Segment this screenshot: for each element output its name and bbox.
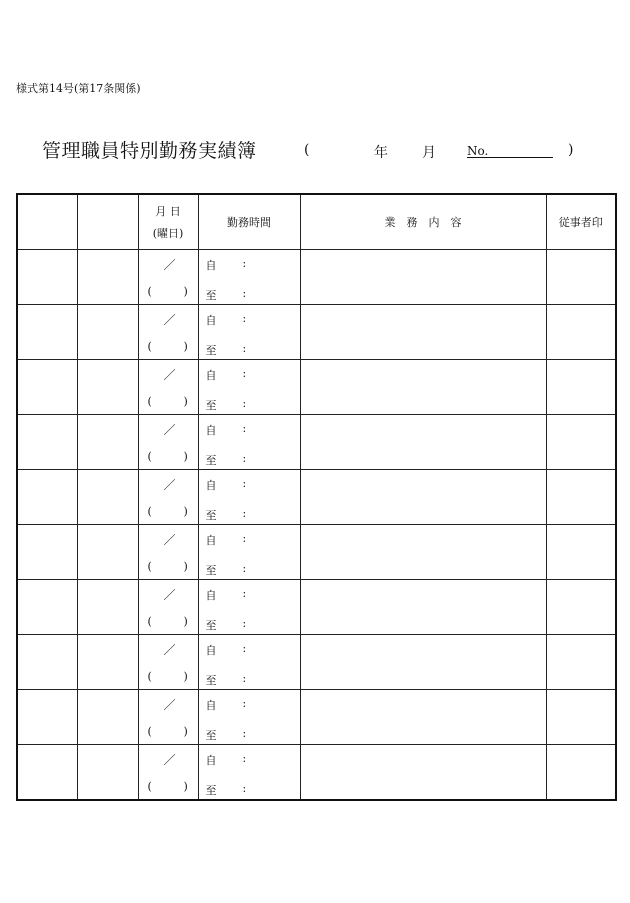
table-row (17, 305, 616, 360)
seal-cell[interactable] (546, 745, 616, 801)
blank-cell-2[interactable] (77, 305, 138, 360)
time-cell[interactable] (198, 305, 300, 360)
number-underline (467, 157, 553, 158)
seal-cell[interactable] (546, 635, 616, 690)
content-header: 業 務 内 容 (300, 194, 546, 250)
from-label: 自 (205, 644, 217, 657)
time-cell[interactable] (198, 635, 300, 690)
from-label: 自 (205, 424, 217, 437)
form-number: 様式第14号(第17条関係) (16, 82, 141, 95)
content-cell[interactable] (300, 470, 546, 525)
weekday-paren-right: ) (183, 780, 188, 793)
to-colon: : (242, 617, 247, 630)
blank-cell-1[interactable] (17, 580, 77, 635)
to-label: 至 (205, 729, 217, 742)
to-label: 至 (205, 564, 217, 577)
weekday-paren-left: ( (147, 285, 152, 298)
blank-cell-2[interactable] (77, 470, 138, 525)
time-cell[interactable] (198, 470, 300, 525)
date-slash: ／ (163, 588, 176, 602)
date-slash: ／ (163, 643, 176, 657)
date-slash: ／ (163, 313, 176, 327)
from-colon: : (242, 422, 247, 435)
table-row (17, 525, 616, 580)
content-cell[interactable] (300, 360, 546, 415)
time-cell[interactable] (198, 690, 300, 745)
title-line (42, 136, 602, 166)
blank-cell-2[interactable] (77, 580, 138, 635)
weekday-paren-left: ( (147, 560, 152, 573)
to-label: 至 (205, 289, 217, 302)
to-label: 至 (205, 509, 217, 522)
table-row (17, 415, 616, 470)
date-slash: ／ (163, 753, 176, 767)
time-cell[interactable] (198, 580, 300, 635)
year-label: 年 (374, 145, 388, 161)
to-colon: : (242, 782, 247, 795)
blank-cell-1[interactable] (17, 305, 77, 360)
to-colon: : (242, 672, 247, 685)
blank-cell-2[interactable] (77, 415, 138, 470)
time-cell[interactable] (198, 360, 300, 415)
content-cell[interactable] (300, 690, 546, 745)
seal-cell[interactable] (546, 525, 616, 580)
time-cell[interactable] (198, 525, 300, 580)
seal-cell[interactable] (546, 470, 616, 525)
to-label: 至 (205, 399, 217, 412)
weekday-paren-right: ) (183, 560, 188, 573)
table-row (17, 580, 616, 635)
content-cell[interactable] (300, 305, 546, 360)
weekday-paren-right: ) (183, 450, 188, 463)
blank-header-2 (77, 194, 138, 250)
blank-cell-1[interactable] (17, 745, 77, 801)
weekday-paren-right: ) (183, 285, 188, 298)
title-paren-open: ( (304, 142, 310, 158)
table-row (17, 470, 616, 525)
date-slash: ／ (163, 368, 176, 382)
weekday-paren-left: ( (147, 395, 152, 408)
table-row (17, 745, 616, 801)
blank-cell-1[interactable] (17, 250, 77, 305)
blank-cell-1[interactable] (17, 635, 77, 690)
seal-cell[interactable] (546, 305, 616, 360)
date-header-top: 月 日 (155, 205, 181, 218)
number-label: No. (467, 144, 489, 158)
content-cell[interactable] (300, 580, 546, 635)
weekday-paren-right: ) (183, 340, 188, 353)
date-slash: ／ (163, 533, 176, 547)
table-header-row (17, 194, 616, 250)
from-label: 自 (205, 699, 217, 712)
date-header-bottom: (曜日) (152, 227, 184, 240)
weekday-paren-right: ) (183, 725, 188, 738)
table-row (17, 635, 616, 690)
to-label: 至 (205, 784, 217, 797)
date-slash: ／ (163, 423, 176, 437)
to-colon: : (242, 727, 247, 740)
weekday-paren-right: ) (183, 615, 188, 628)
table-row (17, 250, 616, 305)
from-label: 自 (205, 754, 217, 767)
work-record-table (16, 193, 617, 801)
date-cell[interactable] (138, 415, 198, 470)
date-header (138, 194, 198, 250)
to-label: 至 (205, 454, 217, 467)
to-colon: : (242, 452, 247, 465)
seal-cell[interactable] (546, 415, 616, 470)
weekday-paren-left: ( (147, 725, 152, 738)
to-label: 至 (205, 674, 217, 687)
hours-header: 勤務時間 (198, 194, 300, 250)
to-colon: : (242, 397, 247, 410)
seal-header: 従事者印 (546, 194, 616, 250)
table-body (17, 250, 616, 801)
blank-cell-1[interactable] (17, 525, 77, 580)
to-colon: : (242, 507, 247, 520)
from-label: 自 (205, 369, 217, 382)
weekday-paren-right: ) (183, 505, 188, 518)
to-colon: : (242, 287, 247, 300)
blank-cell-2[interactable] (77, 250, 138, 305)
weekday-paren-left: ( (147, 670, 152, 683)
weekday-paren-left: ( (147, 450, 152, 463)
seal-cell[interactable] (546, 250, 616, 305)
table-row (17, 360, 616, 415)
table-row (17, 690, 616, 745)
blank-cell-2[interactable] (77, 690, 138, 745)
time-cell[interactable] (198, 415, 300, 470)
from-colon: : (242, 477, 247, 490)
from-label: 自 (205, 259, 217, 272)
content-cell[interactable] (300, 635, 546, 690)
from-colon: : (242, 367, 247, 380)
weekday-paren-left: ( (147, 340, 152, 353)
from-label: 自 (205, 589, 217, 602)
blank-cell-2[interactable] (77, 635, 138, 690)
content-cell[interactable] (300, 525, 546, 580)
content-cell[interactable] (300, 250, 546, 305)
weekday-paren-left: ( (147, 505, 152, 518)
time-cell[interactable] (198, 745, 300, 801)
seal-cell[interactable] (546, 360, 616, 415)
date-cell[interactable] (138, 305, 198, 360)
blank-cell-1[interactable] (17, 360, 77, 415)
from-label: 自 (205, 479, 217, 492)
month-label: 月 (422, 145, 436, 161)
blank-cell-1[interactable] (17, 690, 77, 745)
seal-cell[interactable] (546, 580, 616, 635)
from-colon: : (242, 257, 247, 270)
content-cell[interactable] (300, 415, 546, 470)
content-cell[interactable] (300, 745, 546, 801)
date-slash: ／ (163, 698, 176, 712)
date-cell[interactable] (138, 360, 198, 415)
weekday-paren-right: ) (183, 395, 188, 408)
date-cell[interactable] (138, 250, 198, 305)
date-cell[interactable] (138, 580, 198, 635)
date-cell[interactable] (138, 745, 198, 801)
date-cell[interactable] (138, 635, 198, 690)
from-colon: : (242, 642, 247, 655)
from-colon: : (242, 697, 247, 710)
weekday-paren-right: ) (183, 670, 188, 683)
to-colon: : (242, 342, 247, 355)
to-colon: : (242, 562, 247, 575)
date-cell[interactable] (138, 690, 198, 745)
weekday-paren-left: ( (147, 615, 152, 628)
date-slash: ／ (163, 478, 176, 492)
blank-cell-2[interactable] (77, 525, 138, 580)
weekday-paren-left: ( (147, 780, 152, 793)
to-label: 至 (205, 344, 217, 357)
from-colon: : (242, 752, 247, 765)
date-cell[interactable] (138, 470, 198, 525)
blank-cell-2[interactable] (77, 745, 138, 801)
date-slash: ／ (163, 258, 176, 272)
from-label: 自 (205, 534, 217, 547)
blank-cell-2[interactable] (77, 360, 138, 415)
blank-cell-1[interactable] (17, 415, 77, 470)
to-label: 至 (205, 619, 217, 632)
page-title: 管理職員特別勤務実績簿 (42, 140, 257, 162)
date-cell[interactable] (138, 525, 198, 580)
seal-cell[interactable] (546, 690, 616, 745)
blank-cell-1[interactable] (17, 470, 77, 525)
from-colon: : (242, 312, 247, 325)
from-label: 自 (205, 314, 217, 327)
from-colon: : (242, 532, 247, 545)
title-paren-close: ) (568, 142, 574, 158)
blank-header-1 (17, 194, 77, 250)
time-cell[interactable] (198, 250, 300, 305)
from-colon: : (242, 587, 247, 600)
